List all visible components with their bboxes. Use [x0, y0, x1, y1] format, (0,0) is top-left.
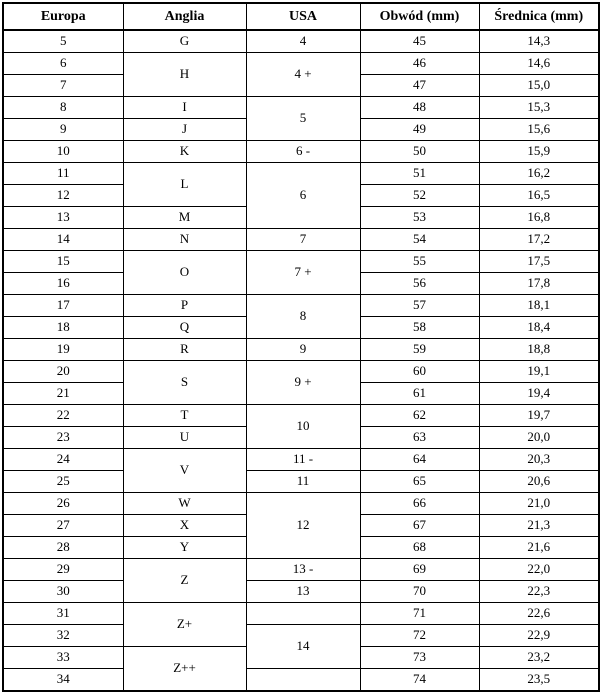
- table-row: [3, 251, 599, 273]
- cell-obwod: 70: [360, 581, 479, 603]
- cell-obwod: 50: [360, 141, 479, 163]
- cell-europa: 33: [3, 647, 123, 669]
- cell-europa: 12: [3, 185, 123, 207]
- table-row: [3, 405, 599, 427]
- table-row: [3, 30, 599, 53]
- cell-europa: 27: [3, 515, 123, 537]
- cell-anglia: L: [123, 163, 246, 207]
- column-header-europa: Europa: [3, 3, 123, 30]
- cell-anglia: S: [123, 361, 246, 405]
- cell-srednica: 20,6: [479, 471, 599, 493]
- cell-usa: 8: [246, 295, 360, 339]
- cell-europa: 8: [3, 97, 123, 119]
- cell-anglia: U: [123, 427, 246, 449]
- cell-obwod: 54: [360, 229, 479, 251]
- cell-usa: [246, 603, 360, 625]
- cell-obwod: 65: [360, 471, 479, 493]
- table-row: [3, 97, 599, 119]
- cell-obwod: 69: [360, 559, 479, 581]
- table-row: [3, 559, 599, 581]
- cell-usa: 13: [246, 581, 360, 603]
- cell-anglia: G: [123, 30, 246, 53]
- cell-europa: 5: [3, 30, 123, 53]
- table-row: [3, 603, 599, 625]
- cell-srednica: 18,4: [479, 317, 599, 339]
- cell-srednica: 16,8: [479, 207, 599, 229]
- cell-srednica: 19,1: [479, 361, 599, 383]
- cell-europa: 17: [3, 295, 123, 317]
- cell-anglia: J: [123, 119, 246, 141]
- cell-obwod: 60: [360, 361, 479, 383]
- cell-europa: 14: [3, 229, 123, 251]
- cell-europa: 7: [3, 75, 123, 97]
- table-row: [3, 625, 599, 647]
- cell-obwod: 48: [360, 97, 479, 119]
- cell-usa: 9 +: [246, 361, 360, 405]
- cell-obwod: 64: [360, 449, 479, 471]
- cell-europa: 15: [3, 251, 123, 273]
- cell-usa: 11: [246, 471, 360, 493]
- cell-usa: 14: [246, 625, 360, 669]
- cell-srednica: 18,8: [479, 339, 599, 361]
- cell-europa: 23: [3, 427, 123, 449]
- cell-anglia: M: [123, 207, 246, 229]
- column-header-usa: USA: [246, 3, 360, 30]
- cell-obwod: 67: [360, 515, 479, 537]
- cell-europa: 26: [3, 493, 123, 515]
- cell-obwod: 45: [360, 30, 479, 53]
- table-row: [3, 361, 599, 383]
- cell-srednica: 21,3: [479, 515, 599, 537]
- cell-usa: 4: [246, 30, 360, 53]
- cell-srednica: 22,9: [479, 625, 599, 647]
- table-row: [3, 53, 599, 75]
- table-row: [3, 669, 599, 692]
- cell-europa: 11: [3, 163, 123, 185]
- cell-usa: 12: [246, 493, 360, 559]
- cell-europa: 19: [3, 339, 123, 361]
- cell-obwod: 74: [360, 669, 479, 692]
- cell-usa: 6: [246, 163, 360, 229]
- cell-europa: 21: [3, 383, 123, 405]
- cell-srednica: 21,0: [479, 493, 599, 515]
- cell-srednica: 19,7: [479, 405, 599, 427]
- cell-europa: 34: [3, 669, 123, 692]
- cell-anglia: Q: [123, 317, 246, 339]
- cell-anglia: T: [123, 405, 246, 427]
- cell-europa: 16: [3, 273, 123, 295]
- cell-srednica: 17,5: [479, 251, 599, 273]
- table-row: [3, 449, 599, 471]
- cell-europa: 31: [3, 603, 123, 625]
- cell-usa: 9: [246, 339, 360, 361]
- cell-srednica: 23,5: [479, 669, 599, 692]
- cell-obwod: 68: [360, 537, 479, 559]
- cell-srednica: 20,0: [479, 427, 599, 449]
- cell-anglia: Y: [123, 537, 246, 559]
- cell-obwod: 63: [360, 427, 479, 449]
- cell-srednica: 15,6: [479, 119, 599, 141]
- cell-usa: 4 +: [246, 53, 360, 97]
- cell-srednica: 15,3: [479, 97, 599, 119]
- cell-srednica: 19,4: [479, 383, 599, 405]
- cell-europa: 13: [3, 207, 123, 229]
- cell-europa: 6: [3, 53, 123, 75]
- cell-anglia: Z+: [123, 603, 246, 647]
- table-row: [3, 471, 599, 493]
- cell-obwod: 57: [360, 295, 479, 317]
- cell-europa: 29: [3, 559, 123, 581]
- ring-size-conversion-table: [2, 2, 600, 692]
- table-row: [3, 163, 599, 185]
- table-row: [3, 229, 599, 251]
- table-row: [3, 339, 599, 361]
- cell-srednica: 15,0: [479, 75, 599, 97]
- cell-srednica: 22,6: [479, 603, 599, 625]
- cell-obwod: 71: [360, 603, 479, 625]
- cell-europa: 20: [3, 361, 123, 383]
- cell-anglia: O: [123, 251, 246, 295]
- cell-europa: 24: [3, 449, 123, 471]
- cell-europa: 25: [3, 471, 123, 493]
- cell-srednica: 22,3: [479, 581, 599, 603]
- cell-obwod: 46: [360, 53, 479, 75]
- cell-europa: 9: [3, 119, 123, 141]
- column-header-srednica: Średnica (mm): [479, 3, 599, 30]
- cell-obwod: 62: [360, 405, 479, 427]
- cell-obwod: 61: [360, 383, 479, 405]
- cell-anglia: Z: [123, 559, 246, 603]
- cell-srednica: 17,8: [479, 273, 599, 295]
- cell-srednica: 16,2: [479, 163, 599, 185]
- cell-obwod: 49: [360, 119, 479, 141]
- cell-srednica: 14,6: [479, 53, 599, 75]
- cell-europa: 18: [3, 317, 123, 339]
- cell-srednica: 16,5: [479, 185, 599, 207]
- cell-srednica: 22,0: [479, 559, 599, 581]
- table-row: [3, 295, 599, 317]
- cell-anglia: I: [123, 97, 246, 119]
- column-header-obwod: Obwód (mm): [360, 3, 479, 30]
- cell-srednica: 17,2: [479, 229, 599, 251]
- cell-anglia: R: [123, 339, 246, 361]
- cell-srednica: 18,1: [479, 295, 599, 317]
- cell-anglia: N: [123, 229, 246, 251]
- cell-obwod: 52: [360, 185, 479, 207]
- cell-obwod: 59: [360, 339, 479, 361]
- cell-usa: 6 -: [246, 141, 360, 163]
- cell-obwod: 47: [360, 75, 479, 97]
- cell-usa: 7: [246, 229, 360, 251]
- cell-usa: 13 -: [246, 559, 360, 581]
- cell-obwod: 73: [360, 647, 479, 669]
- cell-obwod: 66: [360, 493, 479, 515]
- cell-srednica: 20,3: [479, 449, 599, 471]
- cell-obwod: 55: [360, 251, 479, 273]
- column-header-anglia: Anglia: [123, 3, 246, 30]
- cell-obwod: 53: [360, 207, 479, 229]
- cell-europa: 28: [3, 537, 123, 559]
- cell-anglia: V: [123, 449, 246, 493]
- cell-usa: [246, 669, 360, 692]
- table-row: [3, 141, 599, 163]
- cell-anglia: H: [123, 53, 246, 97]
- cell-srednica: 14,3: [479, 30, 599, 53]
- table-body: [3, 30, 599, 691]
- cell-srednica: 21,6: [479, 537, 599, 559]
- cell-anglia: X: [123, 515, 246, 537]
- cell-europa: 22: [3, 405, 123, 427]
- cell-usa: 11 -: [246, 449, 360, 471]
- cell-europa: 30: [3, 581, 123, 603]
- table-row: [3, 493, 599, 515]
- cell-europa: 10: [3, 141, 123, 163]
- cell-obwod: 51: [360, 163, 479, 185]
- cell-europa: 32: [3, 625, 123, 647]
- cell-usa: 7 +: [246, 251, 360, 295]
- cell-srednica: 15,9: [479, 141, 599, 163]
- cell-anglia: K: [123, 141, 246, 163]
- cell-srednica: 23,2: [479, 647, 599, 669]
- cell-usa: 5: [246, 97, 360, 141]
- cell-anglia: P: [123, 295, 246, 317]
- cell-usa: 10: [246, 405, 360, 449]
- cell-obwod: 72: [360, 625, 479, 647]
- table-row: [3, 581, 599, 603]
- table-header-row: [3, 3, 599, 30]
- cell-anglia: W: [123, 493, 246, 515]
- cell-obwod: 58: [360, 317, 479, 339]
- cell-anglia: Z++: [123, 647, 246, 692]
- cell-obwod: 56: [360, 273, 479, 295]
